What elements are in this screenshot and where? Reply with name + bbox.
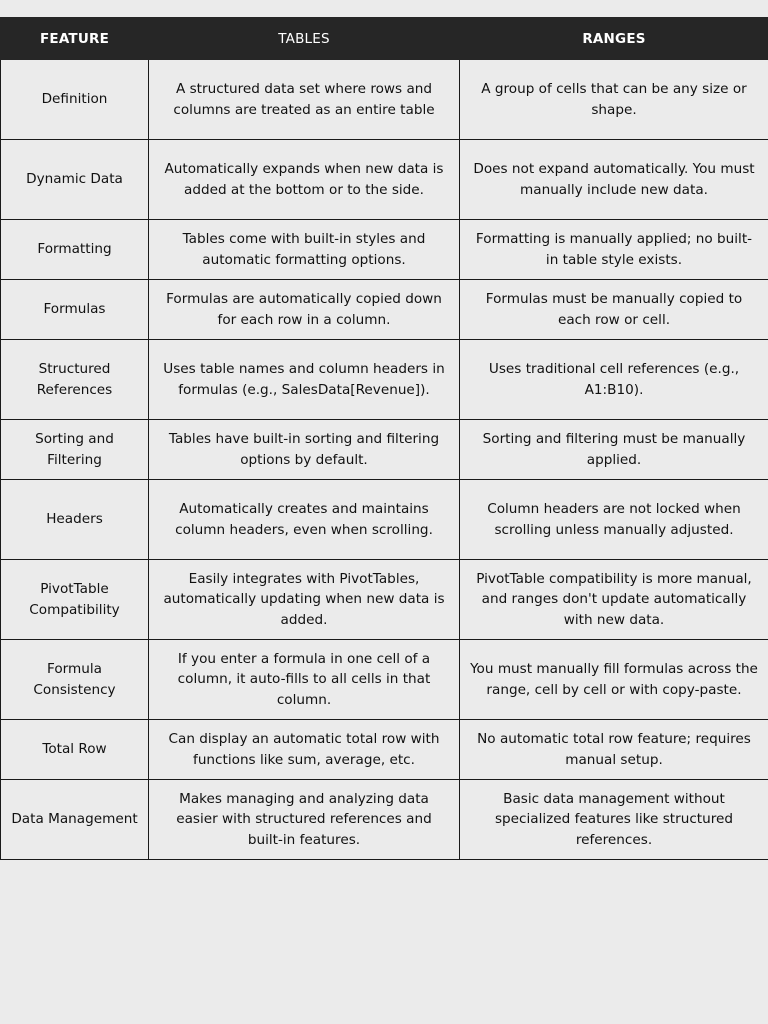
- table-row: [1, 140, 768, 220]
- header-tables: TABLES: [149, 18, 460, 60]
- tables-cell: Uses table names and column headers in formulas (e.g., SalesData[Revenue]).: [149, 340, 460, 420]
- table-row: [1, 720, 768, 780]
- tables-cell: Can display an automatic total row with functions like sum, average, etc.: [149, 720, 460, 780]
- tables-cell: Easily integrates with PivotTables, automatically updating when new data is added.: [149, 560, 460, 640]
- ranges-cell: Formatting is manually applied; no built-in table style exists.: [460, 220, 768, 280]
- ranges-cell: PivotTable compatibility is more manual, and ranges don't update automatically with new data.: [460, 560, 768, 640]
- feature-cell: Structured References: [1, 340, 149, 420]
- ranges-cell: Column headers are not locked when scrolling unless manually adjusted.: [460, 480, 768, 560]
- header-feature: FEATURE: [1, 18, 149, 60]
- table-row: [1, 60, 768, 140]
- feature-cell: Sorting and Filtering: [1, 420, 149, 480]
- ranges-cell: Formulas must be manually copied to each row or cell.: [460, 280, 768, 340]
- ranges-cell: Basic data management without specialized features like structured references.: [460, 780, 768, 860]
- ranges-cell: Sorting and filtering must be manually applied.: [460, 420, 768, 480]
- comparison-table: [0, 17, 768, 860]
- ranges-cell: Does not expand automatically. You must manually include new data.: [460, 140, 768, 220]
- table-row: [1, 480, 768, 560]
- table-row: [1, 280, 768, 340]
- feature-cell: Data Management: [1, 780, 149, 860]
- tables-cell: Automatically creates and maintains column headers, even when scrolling.: [149, 480, 460, 560]
- feature-cell: PivotTable Compatibility: [1, 560, 149, 640]
- tables-cell: Formulas are automatically copied down for each row in a column.: [149, 280, 460, 340]
- feature-cell: Formulas: [1, 280, 149, 340]
- feature-cell: Formula Consistency: [1, 640, 149, 720]
- feature-cell: Dynamic Data: [1, 140, 149, 220]
- tables-cell: Makes managing and analyzing data easier with structured references and built-in features.: [149, 780, 460, 860]
- feature-cell: Headers: [1, 480, 149, 560]
- ranges-cell: You must manually fill formulas across the range, cell by cell or with copy-paste.: [460, 640, 768, 720]
- table-row: [1, 220, 768, 280]
- header-ranges: RANGES: [460, 18, 768, 60]
- table-row: [1, 420, 768, 480]
- tables-cell: If you enter a formula in one cell of a column, it auto-fills to all cells in that column.: [149, 640, 460, 720]
- table-header-row: [1, 18, 768, 60]
- ranges-cell: A group of cells that can be any size or shape.: [460, 60, 768, 140]
- feature-cell: Formatting: [1, 220, 149, 280]
- table-row: [1, 780, 768, 860]
- feature-cell: Total Row: [1, 720, 149, 780]
- tables-cell: A structured data set where rows and columns are treated as an entire table: [149, 60, 460, 140]
- tables-cell: Automatically expands when new data is added at the bottom or to the side.: [149, 140, 460, 220]
- table-row: [1, 640, 768, 720]
- tables-cell: Tables have built-in sorting and filtering options by default.: [149, 420, 460, 480]
- ranges-cell: Uses traditional cell references (e.g., A1:B10).: [460, 340, 768, 420]
- ranges-cell: No automatic total row feature; requires manual setup.: [460, 720, 768, 780]
- table-row: [1, 340, 768, 420]
- tables-cell: Tables come with built-in styles and automatic formatting options.: [149, 220, 460, 280]
- feature-cell: Definition: [1, 60, 149, 140]
- table-row: [1, 560, 768, 640]
